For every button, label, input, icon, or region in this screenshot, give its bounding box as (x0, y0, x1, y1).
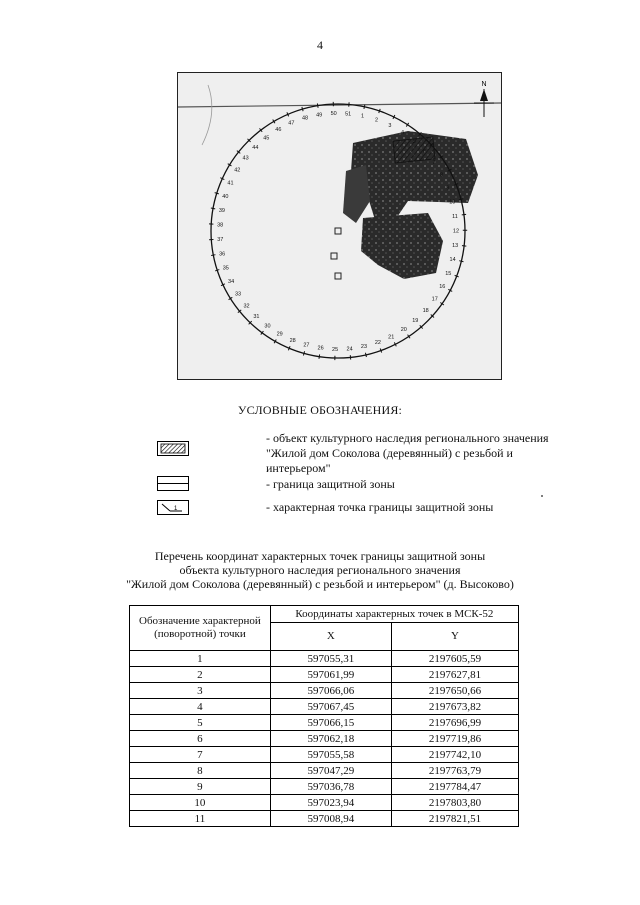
cell-y: 2197696,99 (391, 715, 518, 731)
legend-point-symbol (157, 500, 189, 515)
boundary-point-label: 16 (439, 284, 446, 291)
point-marker-icon (158, 501, 188, 514)
legend-title: УСЛОВНЫЕ ОБОЗНАЧЕНИЯ: (237, 403, 403, 417)
boundary-point-label: 6 (423, 148, 427, 155)
boundary-point-label: 51 (345, 111, 352, 118)
legend-point-text: - характерная точка границы защитной зоны (266, 500, 494, 514)
boundary-point-label: 13 (452, 242, 459, 249)
cell-y: 2197627,81 (391, 667, 518, 683)
table-row (130, 731, 519, 747)
cell-point: 9 (130, 779, 271, 795)
caption-line: объекта культурного наследия регионального значения (179, 563, 461, 577)
boundary-point-label: 29 (276, 331, 283, 338)
header-coordinates-group: Координаты характерных точек в МСК-52 (270, 606, 518, 623)
boundary-point-label: 46 (275, 127, 282, 134)
boundary-point-tick (462, 246, 466, 247)
boundary-point-label: 14 (449, 257, 456, 264)
boundary-line-icon (158, 477, 188, 490)
boundary-point-label: 39 (218, 208, 225, 215)
boundary-point-label: 19 (412, 318, 419, 325)
table-row (130, 747, 519, 763)
boundary-point-label: 18 (422, 307, 429, 314)
boundary-point-label: 35 (222, 265, 229, 272)
cell-x: 597066,15 (270, 715, 391, 731)
table-row (130, 683, 519, 699)
table-row (130, 763, 519, 779)
cell-x: 597066,06 (270, 683, 391, 699)
coordinates-table (129, 605, 519, 827)
north-arrow-label: N (481, 81, 487, 88)
boundary-point-label: 36 (219, 251, 226, 258)
boundary-point-label: 22 (374, 340, 381, 347)
boundary-point-label: 8 (440, 172, 444, 179)
boundary-point-label: 45 (263, 135, 270, 142)
legend-heritage-symbol (157, 441, 189, 456)
cell-point: 3 (130, 683, 271, 699)
cell-x: 597047,29 (270, 763, 391, 779)
cell-x: 597008,94 (270, 811, 391, 827)
boundary-point-label: 37 (217, 236, 224, 243)
header-x: X (270, 623, 391, 651)
cell-point: 5 (130, 715, 271, 731)
boundary-point-label: 17 (431, 296, 438, 303)
cell-point: 6 (130, 731, 271, 747)
cell-point: 7 (130, 747, 271, 763)
cell-y: 2197650,66 (391, 683, 518, 699)
boundary-point-label: 1 (361, 113, 365, 120)
boundary-point-label: 24 (346, 346, 353, 353)
header-y: Y (391, 623, 518, 651)
table-row (130, 651, 519, 667)
boundary-point-label: 31 (253, 314, 260, 321)
table-row (130, 795, 519, 811)
boundary-point-label: 26 (317, 345, 324, 352)
boundary-point-label: 3 (388, 123, 392, 130)
table-row (130, 699, 519, 715)
boundary-point-label: 11 (452, 213, 458, 220)
boundary-point-label: 28 (289, 337, 296, 344)
boundary-point-label: 44 (252, 144, 259, 151)
cell-point: 8 (130, 763, 271, 779)
boundary-point-label: 27 (303, 342, 310, 349)
table-row (130, 779, 519, 795)
legend-boundary-text: - граница защитной зоны (266, 477, 395, 491)
cell-point: 2 (130, 667, 271, 683)
scan-speck (541, 495, 543, 497)
boundary-point-label: 41 (227, 180, 234, 187)
cell-x: 597067,45 (270, 699, 391, 715)
boundary-point-label: 5 (412, 138, 416, 145)
table-row (130, 715, 519, 731)
boundary-point-label: 23 (360, 344, 368, 351)
cell-y: 2197605,59 (391, 651, 518, 667)
boundary-point-label: 38 (217, 222, 224, 229)
boundary-point-label: 25 (332, 346, 339, 353)
cell-y: 2197784,47 (391, 779, 518, 795)
legend-boundary-symbol (157, 476, 189, 491)
cell-x: 597055,31 (270, 651, 391, 667)
boundary-point-label: 12 (452, 228, 460, 235)
point-marker-label: 1 (174, 506, 178, 512)
cell-point: 4 (130, 699, 271, 715)
cell-point: 10 (130, 795, 271, 811)
boundary-point-label: 15 (445, 270, 452, 277)
table-row (130, 811, 519, 827)
boundary-point-tick (462, 214, 466, 215)
header-point-designation: Обозначение характерной (поворотной) точки (130, 606, 271, 651)
boundary-point-label: 20 (400, 326, 407, 333)
table-row (130, 667, 519, 683)
boundary-point-label: 40 (222, 193, 229, 200)
cell-x: 597023,94 (270, 795, 391, 811)
legend-heritage-text: - объект культурного наследия регионального значения "Жилой дом Соколова (деревянный) с резьбой и интерьером" (266, 431, 549, 475)
hatched-rectangle-icon (158, 442, 188, 455)
boundary-point-label: 4 (401, 130, 405, 137)
cell-x: 597036,78 (270, 779, 391, 795)
coordinates-caption (0, 549, 640, 591)
map-canvas (178, 73, 501, 379)
boundary-point-label: 50 (330, 111, 337, 118)
cell-y: 2197742,10 (391, 747, 518, 763)
caption-line: "Жилой дом Соколова (деревянный) с резьбой и интерьером" (д. Высоково) (126, 577, 514, 591)
cell-y: 2197673,82 (391, 699, 518, 715)
boundary-point-label: 48 (301, 115, 309, 122)
boundary-point-label: 30 (264, 323, 271, 330)
caption-line: Перечень координат характерных точек границы защитной зоны (154, 549, 486, 563)
cell-y: 2197719,86 (391, 731, 518, 747)
boundary-point-label: 34 (228, 278, 235, 285)
boundary-point-label: 7 (432, 160, 436, 167)
boundary-point-label: 49 (316, 112, 323, 119)
cell-x: 597062,18 (270, 731, 391, 747)
boundary-point-label: 47 (288, 120, 295, 127)
boundary-point-label: 42 (234, 167, 241, 174)
boundary-point-label: 9 (446, 185, 450, 192)
boundary-point-tick (317, 103, 318, 107)
boundary-point-label: 33 (234, 291, 242, 298)
boundary-point-label: 10 (449, 199, 456, 206)
cell-point: 1 (130, 651, 271, 667)
cell-x: 597061,99 (270, 667, 391, 683)
boundary-point-label: 21 (388, 334, 395, 341)
boundary-point-label: 32 (243, 303, 250, 310)
boundary-point-tick (319, 354, 320, 358)
boundary-point-label: 43 (242, 155, 249, 162)
site-map (177, 72, 502, 380)
cell-y: 2197803,80 (391, 795, 518, 811)
cell-y: 2197821,51 (391, 811, 518, 827)
aerial-background (178, 73, 501, 379)
cell-point: 11 (130, 811, 271, 827)
cell-x: 597055,58 (270, 747, 391, 763)
page-number: 4 (317, 38, 323, 52)
boundary-point-label: 2 (375, 117, 379, 124)
cell-y: 2197763,79 (391, 763, 518, 779)
